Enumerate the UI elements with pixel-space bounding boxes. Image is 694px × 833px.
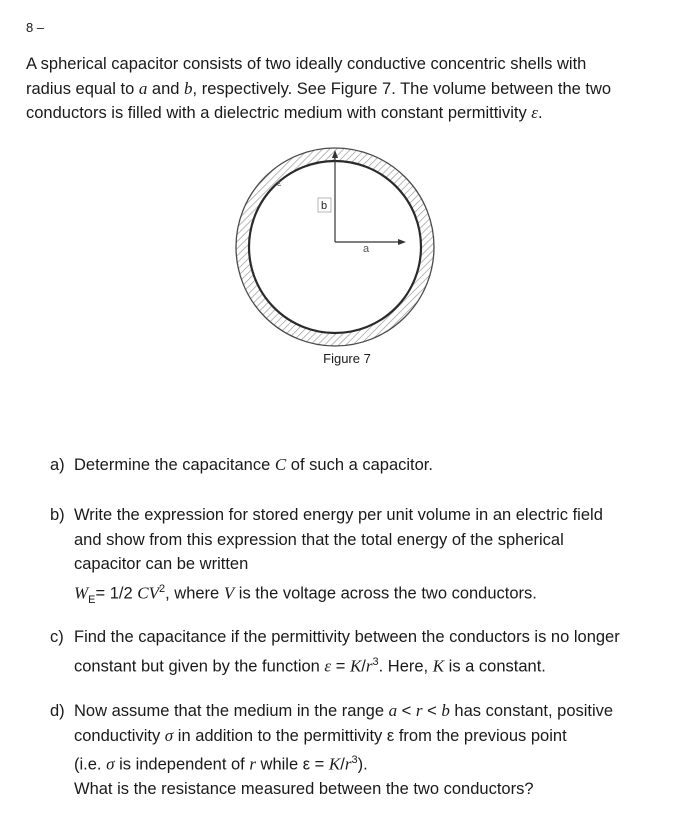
label-b: b bbox=[321, 200, 328, 212]
label-epsilon: ε bbox=[277, 178, 282, 189]
problem-number: 8 – bbox=[26, 20, 45, 35]
intro-line-3: conductors is filled with a dielectric medium with constant permittivity ε. bbox=[26, 103, 543, 122]
figure-caption: Figure 7 bbox=[323, 351, 371, 366]
question-b: b) Write the expression for stored energy per unit volume in an electric field and show from this expression that the total energy of the spherical capacitor can be written $W_E= 1/2$ $CV^2$, where V is the voltage across the two conductors. bbox=[50, 503, 670, 612]
question-b-label: b) bbox=[50, 506, 65, 524]
problem-intro bbox=[26, 52, 666, 126]
question-c-label: c) bbox=[50, 628, 64, 646]
label-a: a bbox=[363, 243, 370, 255]
question-c: c) Find the capacitance if the permittivity between the conductors is no longer constant but given by the function $\varepsilon = K/r^3$. Here, K is a constant. bbox=[50, 625, 670, 679]
question-d-label: d) bbox=[50, 702, 65, 720]
figure-spherical-capacitor bbox=[225, 140, 445, 350]
question-a-label: a) bbox=[50, 456, 65, 474]
question-d: d) Now assume that the medium in the range a < r < b has constant, positive conductivity σ in addition to the permittivity ε from the previous point (i.e. σ is independent of r while $\varepsilon = K/r^3$). What is the resistance measured between the two conductors? bbox=[50, 701, 614, 798]
intro-line-2: radius equal to a and b, respectively. See Figure 7. The volume between the two bbox=[26, 78, 612, 98]
intro-line-1: A spherical capacitor consists of two ideally conductive concentric shells with bbox=[26, 55, 587, 73]
question-a: a) Determine the capacitance C of such a capacitor. bbox=[50, 453, 670, 478]
